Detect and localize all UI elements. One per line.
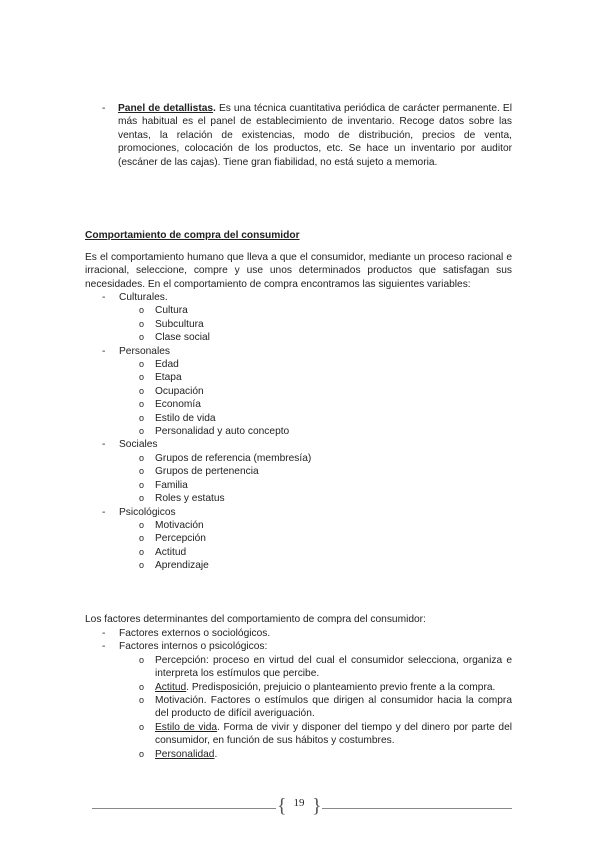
list-item: o Subcultura	[102, 318, 502, 331]
panel-bullet	[102, 102, 512, 169]
definition: . Forma de vivir y disponer del tiempo y del dinero por parte del consumidor, en función de sus hábitos y costumbres.	[155, 721, 512, 747]
category-items	[102, 358, 502, 438]
list-item: o Economía	[102, 398, 502, 411]
panel-paragraph	[118, 102, 512, 169]
variable-category	[102, 506, 502, 573]
factors-list	[102, 627, 512, 761]
factors-title: Los factores determinantes del comportamiento de compra del consumidor:	[85, 614, 426, 625]
category-label: - Culturales.	[102, 291, 502, 304]
page-number-brace-left: {	[277, 795, 287, 817]
term: Percepción	[155, 654, 206, 666]
category-label: - Psicológicos	[102, 506, 502, 519]
factor-internal-label: Factores internos o psicológicos:	[119, 641, 268, 653]
panel-title: Panel de detallistas	[118, 103, 214, 114]
factor-external: - Factores externos o sociológicos.	[102, 627, 512, 640]
internal-factor-items	[119, 654, 512, 761]
category-items	[102, 519, 502, 573]
term: Motivación	[155, 695, 204, 707]
list-item: o Ocupación	[102, 385, 502, 398]
page-number: 19	[293, 797, 305, 809]
bullet-dash: -	[102, 103, 106, 114]
variables-list	[102, 291, 502, 573]
list-item: o Familia	[102, 479, 502, 492]
term: Estilo de vida	[155, 721, 218, 733]
definition: . Predisposición, prejuicio o planteamiento previo frente a la compra.	[186, 681, 496, 693]
category-label: - Sociales	[102, 438, 502, 451]
list-item	[119, 748, 512, 761]
list-item: o Cultura	[102, 304, 502, 317]
definition: . Factores o estímulos que dirigen al consumidor hacia la compra del producto de difícil averiguación.	[155, 695, 512, 720]
list-item	[119, 721, 512, 748]
term: Personalidad	[155, 748, 215, 760]
term: Actitud	[155, 681, 187, 693]
page-number-brace-right: }	[312, 795, 322, 817]
variable-category	[102, 291, 502, 345]
variable-category	[102, 438, 502, 505]
list-item: o Clase social	[102, 331, 502, 344]
factor-internal	[102, 640, 512, 761]
list-item: o Personalidad y auto concepto	[102, 425, 502, 438]
list-item: o Actitud	[102, 546, 502, 559]
category-items	[102, 304, 502, 344]
list-item	[119, 694, 512, 721]
definition: : proceso en virtud del cual el consumidor selecciona, organiza e interpreta los estímulos que percibe.	[155, 654, 512, 680]
list-item: o Roles y estatus	[102, 492, 502, 505]
panel-text: Es una técnica cuantitativa periódica de carácter permanente. El más habitual es el panel de establecimiento de inventario. Recoge datos sobre las ventas, la relación de existencias, modo de distribución, precios de venta, promociones, colocación de los productos, etc. Se hace un inventario por auditor (escáner de las cajas). Tiene gran fiabilidad, no está sujeto a memoria.	[118, 103, 512, 168]
list-item: o Motivación	[102, 519, 502, 532]
list-item: o Grupos de referencia (membresía)	[102, 452, 502, 465]
footer-divider-right	[322, 808, 512, 809]
list-item	[119, 681, 512, 694]
section-intro: Es el comportamiento humano que lleva a que el consumidor, mediante un proceso racional e irracional, seleccione, compre y use unos determinados productos que satisfagan sus necesidades. En el comportamiento de compra encontramos las siguientes variables:	[85, 252, 512, 290]
list-item	[119, 654, 512, 681]
variable-category	[102, 345, 502, 439]
list-item: o Etapa	[102, 371, 502, 384]
list-item: o Grupos de pertenencia	[102, 465, 502, 478]
list-item: o Percepción	[102, 532, 502, 545]
list-item: o Estilo de vida	[102, 412, 502, 425]
definition: .	[214, 748, 218, 760]
list-item: o Aprendizaje	[102, 559, 502, 572]
section-heading: Comportamiento de compra del consumidor	[85, 230, 300, 242]
list-item: o Edad	[102, 358, 502, 371]
category-items	[102, 452, 502, 506]
category-label: - Personales	[102, 345, 502, 358]
footer-divider-left	[92, 808, 276, 809]
panel-title-punct: .	[213, 103, 216, 114]
